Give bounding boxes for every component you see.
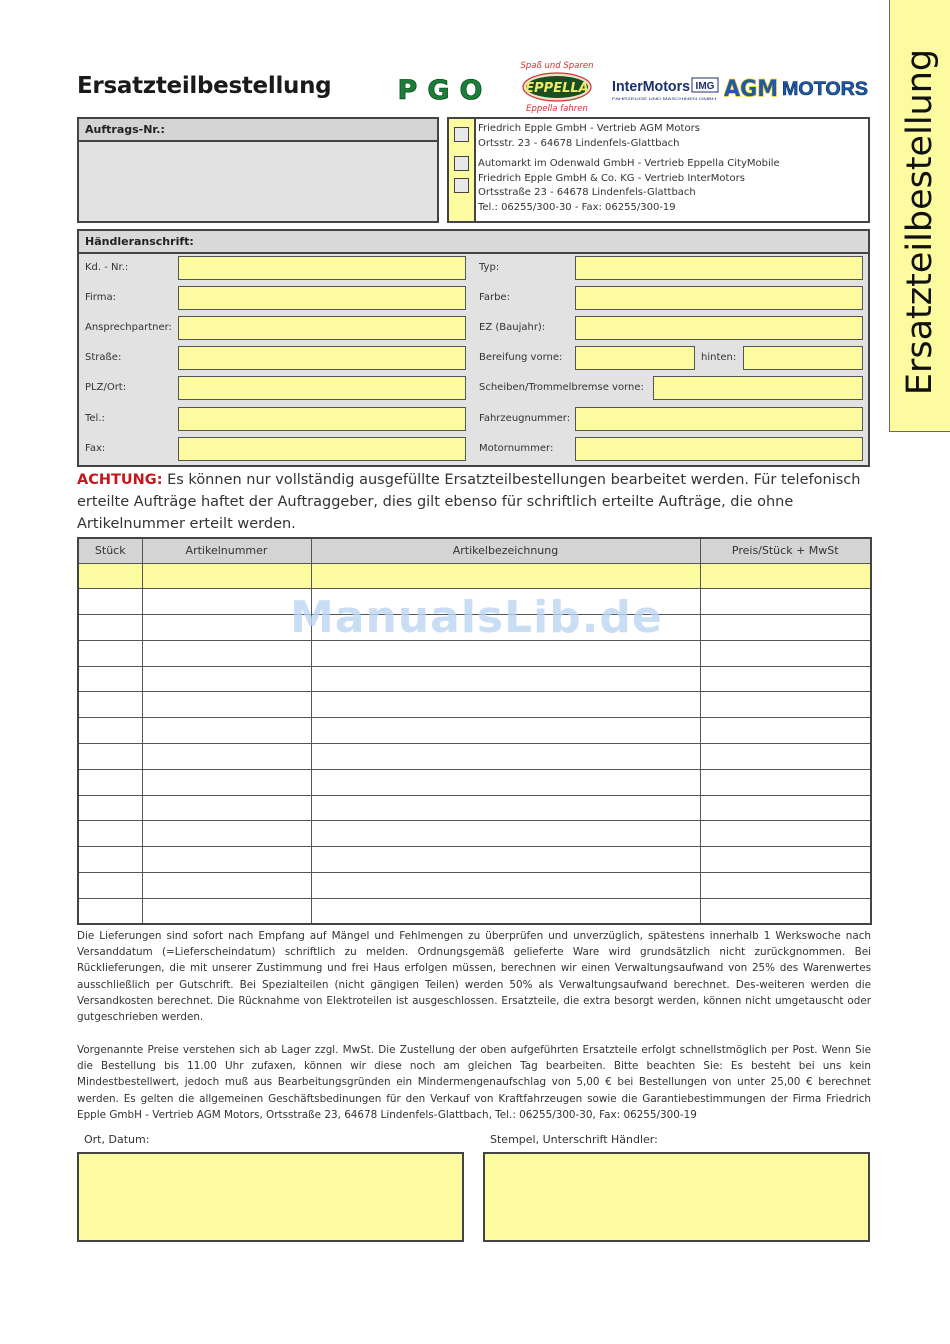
- intermotors-logo-text: InterMotors: [612, 78, 690, 95]
- cell-article-number[interactable]: [142, 718, 311, 744]
- cell-article-number[interactable]: [142, 769, 311, 795]
- cell-article-description[interactable]: [311, 898, 700, 924]
- cell-quantity[interactable]: [78, 847, 142, 873]
- company-line: Friedrich Epple GmbH & Co. KG - Vertrieb InterMotors: [478, 172, 745, 184]
- warning-text: Es können nur vollständig ausgefüllte Ersatzteilbestellungen bearbeitet werden. Für telefonisch erteilte Aufträge haftet der Auftraggeber, dies gilt ebenso für schriftlich erteilte Aufträge, die ohne Artikelnummer erteilt werden.: [77, 472, 861, 532]
- input-fax[interactable]: [178, 437, 466, 461]
- cell-price[interactable]: [700, 898, 871, 924]
- company-line: Ortsstraße 23 - 64678 Lindenfels-Glattbach: [478, 187, 696, 199]
- place-date-field[interactable]: [77, 1152, 464, 1242]
- label-zip-city: PLZ/Ort:: [85, 382, 127, 393]
- column-header-price: Preis/Stück + MwSt: [700, 538, 871, 563]
- cell-article-number[interactable]: [142, 640, 311, 666]
- order-row: [78, 821, 871, 847]
- cell-price[interactable]: [700, 563, 871, 589]
- cell-price[interactable]: [700, 666, 871, 692]
- input-phone[interactable]: [178, 407, 466, 431]
- input-type[interactable]: [575, 256, 863, 280]
- cell-price[interactable]: [700, 692, 871, 718]
- cell-quantity[interactable]: [78, 692, 142, 718]
- cell-price[interactable]: [700, 821, 871, 847]
- pgo-logo-text: PGO: [397, 75, 493, 104]
- cell-article-description[interactable]: [311, 563, 700, 589]
- intermotors-badge: IMG: [695, 81, 715, 92]
- label-phone: Tel.:: [85, 413, 105, 424]
- cell-article-number[interactable]: [142, 692, 311, 718]
- cell-article-description[interactable]: [311, 666, 700, 692]
- agm-motors-text: MOTORS: [782, 79, 868, 100]
- cell-quantity[interactable]: [78, 666, 142, 692]
- page-title: Ersatzteilbestellung: [77, 73, 332, 99]
- cell-article-number[interactable]: [142, 821, 311, 847]
- cell-price[interactable]: [700, 795, 871, 821]
- cell-price[interactable]: [700, 847, 871, 873]
- cell-quantity[interactable]: [78, 873, 142, 899]
- column-header-quantity: Stück: [78, 538, 142, 563]
- cell-article-description[interactable]: [311, 795, 700, 821]
- cell-article-number[interactable]: [142, 615, 311, 641]
- company-addresses: [476, 119, 780, 221]
- cell-quantity[interactable]: [78, 589, 142, 615]
- terms-pricing: Vorgenannte Preise verstehen sich ab Lager zzgl. MwSt. Die Zustellung der oben aufgeführten Ersatzteile erfolgt schnellstmöglich per Post. Wenn Sie die Bestellung bis 11.00 Uhr zufaxen, können wir diese noch am gleichen Tag bearbeiten. Bitte beachten Sie: Es besteht bei uns kein Mindestbestellwert, jedoch muß aus Bearbeitungsgründen ein Mindermengenaufschlag von 5,00 € bei Bestellungen von unter 25,00 € berechnet werden. Es gelten die allgemeinen Geschäftsbedinungen für den Verkauf von Kraftfahrzeugen sowie die Garantiebestimmungen der Firma Friedrich Epple GmbH - Vertrieb AGM Motors, Ortsstraße 23, 64678 Lindenfels-Glattbach, Tel.: 06255/300-30, Fax: 06255/300-19: [77, 1044, 871, 1121]
- order-row: [78, 795, 871, 821]
- cell-article-description[interactable]: [311, 692, 700, 718]
- label-build-year: EZ (Baujahr):: [479, 322, 546, 333]
- side-tab-label: Ersatzteilbestellung: [900, 48, 940, 396]
- label-vehicle-number: Fahrzeugnummer:: [479, 413, 571, 424]
- cell-article-description[interactable]: [311, 744, 700, 770]
- checkbox-column: [449, 119, 476, 221]
- cell-quantity[interactable]: [78, 615, 142, 641]
- cell-article-description[interactable]: [311, 847, 700, 873]
- order-row: [78, 873, 871, 899]
- column-header-article-description: Artikelbezeichnung: [311, 538, 700, 563]
- input-contact-person[interactable]: [178, 316, 466, 340]
- input-vehicle-number[interactable]: [575, 407, 863, 431]
- cell-price[interactable]: [700, 769, 871, 795]
- label-fax: Fax:: [85, 443, 106, 454]
- label-tires-rear: hinten:: [701, 352, 737, 363]
- warning-prefix: ACHTUNG:: [77, 472, 163, 488]
- stamp-signature-label: Stempel, Unterschrift Händler:: [490, 1133, 658, 1146]
- label-company: Firma:: [85, 292, 116, 303]
- agm-logo-text: AGM: [724, 77, 778, 102]
- cell-quantity[interactable]: [78, 744, 142, 770]
- eppella-slogan-top: Spaß und Sparen: [520, 61, 594, 71]
- cell-price[interactable]: [700, 640, 871, 666]
- input-zip-city[interactable]: [178, 376, 466, 400]
- eppella-logo-text: EPPELLA: [525, 81, 589, 96]
- cell-article-number[interactable]: [142, 795, 311, 821]
- company-line: Tel.: 06255/300-30 - Fax: 06255/300-19: [478, 201, 676, 213]
- input-brake-type[interactable]: [653, 376, 863, 400]
- input-customer-number[interactable]: [178, 256, 466, 280]
- order-row: [78, 744, 871, 770]
- order-row: [78, 847, 871, 873]
- intermotors-subline: FAHRZEUGE UND MASCHINEN GMBH: [612, 96, 717, 101]
- label-engine-number: Motornummer:: [479, 443, 554, 454]
- label-color: Farbe:: [479, 292, 510, 303]
- company-line: Friedrich Epple GmbH - Vertrieb AGM Motors: [478, 123, 700, 134]
- agm-logo: [724, 74, 870, 102]
- cell-price[interactable]: [700, 615, 871, 641]
- cell-article-number[interactable]: [142, 744, 311, 770]
- input-engine-number[interactable]: [575, 437, 863, 461]
- order-table-header: [78, 538, 871, 563]
- order-row: [78, 640, 871, 666]
- cell-quantity[interactable]: [78, 563, 142, 589]
- checkbox-agm-motors[interactable]: [454, 127, 469, 142]
- label-type: Typ:: [479, 262, 500, 273]
- company-line: Ortsstr. 23 - 64678 Lindenfels-Glattbach: [478, 137, 680, 149]
- input-build-year[interactable]: [575, 316, 863, 340]
- dealer-address-box: [77, 229, 870, 467]
- cell-quantity[interactable]: [78, 718, 142, 744]
- company-selection-box: [447, 117, 870, 223]
- cell-quantity[interactable]: [78, 795, 142, 821]
- cell-article-number[interactable]: [142, 666, 311, 692]
- cell-price[interactable]: [700, 873, 871, 899]
- checkbox-intermotors[interactable]: [454, 178, 469, 193]
- label-street: Straße:: [85, 352, 122, 363]
- order-number-box[interactable]: [77, 117, 439, 223]
- order-number-label: Auftrags-Nr.:: [79, 119, 437, 142]
- column-header-article-number: Artikelnummer: [142, 538, 311, 563]
- input-company[interactable]: [178, 286, 466, 310]
- cell-quantity[interactable]: [78, 769, 142, 795]
- cell-quantity[interactable]: [78, 898, 142, 924]
- dealer-address-title: Händleranschrift:: [79, 231, 868, 254]
- cell-article-description[interactable]: [311, 718, 700, 744]
- eppella-slogan-bottom: Eppella fahren: [526, 104, 588, 114]
- cell-quantity[interactable]: [78, 640, 142, 666]
- order-row: [78, 718, 871, 744]
- pgo-logo: [389, 74, 501, 104]
- order-row: [78, 563, 871, 589]
- input-tires-front[interactable]: [575, 346, 695, 370]
- terms-delivery: Die Lieferungen sind sofort nach Empfang auf Mängel und Fehlmengen zu überprüfen und unverzüglich, spätestens innerhalb 1 Werkswoche nach Versanddatum (=Lieferscheindatum) schriftlich zu melden. Ordnungsgemäß gelieferte Ware wird grundsätzlich nicht zurückgnommen. Bei Rücklieferungen, die mit unserer Zustimmung und frei Haus erfolgen müssen, berechnen wir einen Verwaltungsaufwand von 25% des Warenwertes ausschließlich per Gutschrift. Bei Spezialteilen (nicht gängigen Teilen) werden 50% als Verwaltungsaufwand berechnet. Des-weiteren werden die Versandkosten berechnet. Die Rücknahme von Elektroteilen ist ausgeschlossen. Ersatzteile, die extra besorgt werden, können nicht umgetauscht oder gutgeschrieben werden.: [77, 930, 871, 1024]
- side-tab: [889, 0, 950, 432]
- intermotors-logo: [612, 76, 720, 102]
- order-row: [78, 769, 871, 795]
- label-tires-front: Bereifung vorne:: [479, 352, 563, 363]
- warning-notice: [77, 470, 872, 535]
- eppella-logo: [503, 58, 611, 114]
- cell-article-number[interactable]: [142, 873, 311, 899]
- order-row: [78, 666, 871, 692]
- order-row: [78, 898, 871, 924]
- company-line: Automarkt im Odenwald GmbH - Vertrieb Eppella CityMobile: [478, 158, 780, 170]
- cell-article-description[interactable]: [311, 769, 700, 795]
- input-tires-rear[interactable]: [743, 346, 863, 370]
- input-street[interactable]: [178, 346, 466, 370]
- cell-article-number[interactable]: [142, 847, 311, 873]
- label-customer-number: Kd. - Nr.:: [85, 262, 129, 273]
- cell-price[interactable]: [700, 744, 871, 770]
- order-row: [78, 692, 871, 718]
- cell-price[interactable]: [700, 718, 871, 744]
- place-date-label: Ort, Datum:: [84, 1133, 150, 1146]
- cell-article-description[interactable]: [311, 873, 700, 899]
- watermark: ManualsLib.de: [290, 592, 663, 643]
- input-color[interactable]: [575, 286, 863, 310]
- label-brake-type: Scheiben/Trommelbremse vorne:: [479, 382, 644, 393]
- checkbox-eppella[interactable]: [454, 156, 469, 171]
- stamp-signature-field[interactable]: [483, 1152, 870, 1242]
- cell-price[interactable]: [700, 589, 871, 615]
- cell-quantity[interactable]: [78, 821, 142, 847]
- cell-article-number[interactable]: [142, 589, 311, 615]
- cell-article-number[interactable]: [142, 563, 311, 589]
- cell-article-description[interactable]: [311, 640, 700, 666]
- label-contact-person: Ansprechpartner:: [85, 322, 172, 333]
- cell-article-number[interactable]: [142, 898, 311, 924]
- cell-article-description[interactable]: [311, 821, 700, 847]
